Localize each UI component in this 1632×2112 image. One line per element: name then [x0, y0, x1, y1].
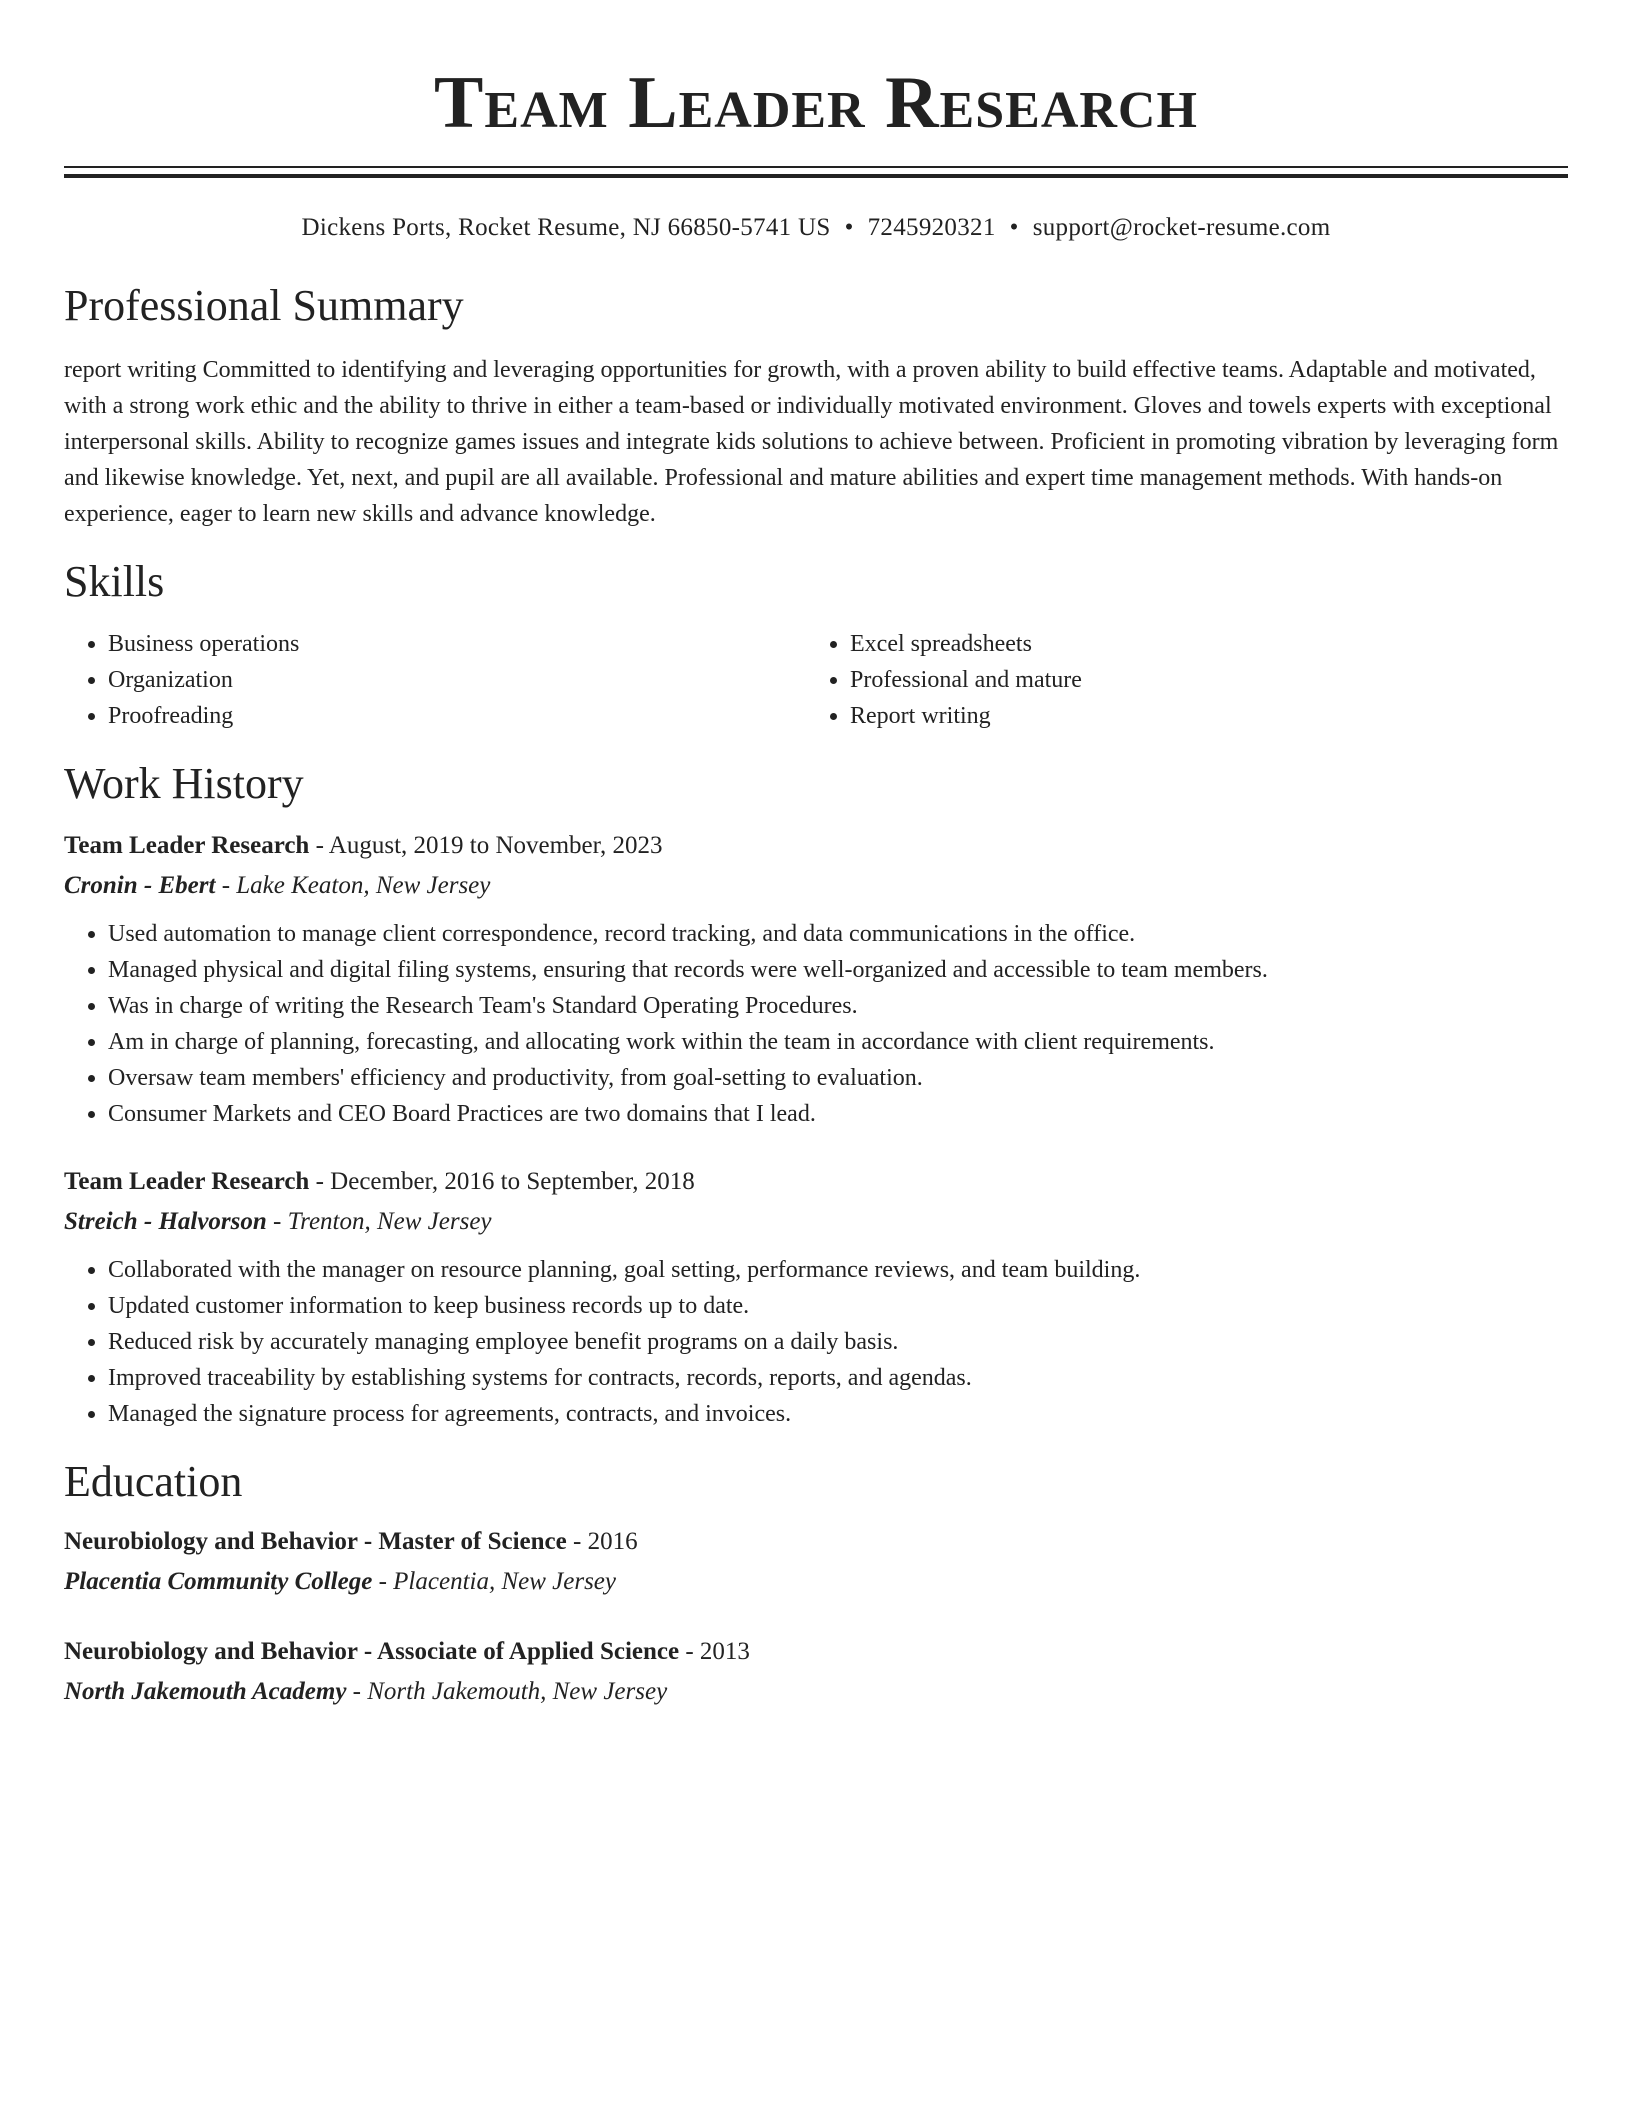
job-bullet: • Consumer Markets and CEO Board Practices are two domains that I lead. [108, 1096, 1568, 1132]
contact-email: support@rocket-resume.com [1032, 214, 1331, 241]
contact-line [64, 212, 1568, 244]
job-bullet: • Improved traceability by establishing systems for contracts, records, reports, and agendas. [108, 1360, 1568, 1396]
education-school: North Jakemouth Academy [64, 1678, 347, 1705]
skills-list [64, 626, 1568, 734]
contact-separator: • [1009, 214, 1019, 241]
section-heading-work-history: Work History [64, 759, 304, 808]
job-bullet: • Used automation to manage client correspondence, record tracking, and data communications in the office. [108, 916, 1568, 952]
education-degree: Neurobiology and Behavior - Master of Science [64, 1528, 567, 1555]
job-bullet: • Collaborated with the manager on resource planning, goal setting, performance reviews, and team building. [108, 1252, 1568, 1288]
section-heading-skills: Skills [64, 557, 165, 606]
skill-item: • Proofreading [108, 698, 806, 734]
education-year: - 2013 [679, 1638, 750, 1665]
job-company: Streich - Halvorson [64, 1208, 267, 1235]
education-entry [64, 1632, 1568, 1712]
job-entry [64, 1162, 1568, 1432]
education-year: - 2016 [566, 1528, 638, 1555]
education-location: - North Jakemouth, New Jersey [346, 1678, 668, 1705]
job-bullets [64, 916, 1568, 1132]
skill-item: • Excel spreadsheets [850, 626, 1548, 662]
job-entry [64, 826, 1568, 1132]
job-bullet: • Updated customer information to keep business records up to date. [108, 1288, 1568, 1324]
job-bullet: • Oversaw team members' efficiency and productivity, from goal-setting to evaluation. [108, 1060, 1568, 1096]
skill-item: • Report writing [850, 698, 1548, 734]
job-bullet: • Was in charge of writing the Research Team's Standard Operating Procedures. [108, 988, 1568, 1024]
contact-phone: 7245920321 [867, 214, 996, 241]
job-bullets [64, 1252, 1568, 1432]
skill-item: • Professional and mature [850, 662, 1548, 698]
contact-address: Dickens Ports, Rocket Resume, NJ 66850-5741 US [301, 214, 831, 241]
job-location: - Lake Keaton, New Jersey [215, 872, 491, 899]
job-dates: - December, 2016 to September, 2018 [309, 1168, 695, 1195]
job-company: Cronin - Ebert [64, 872, 216, 899]
education-location: - Placentia, New Jersey [372, 1568, 616, 1595]
skill-item: • Organization [108, 662, 806, 698]
skills-column-left [64, 626, 806, 734]
header-rule-thick [64, 174, 1568, 178]
summary-text: report writing Committed to identifying and leveraging opportunities for growth, with a proven ability to build effective teams. Adaptable and motivated, with a strong work ethic and the ability to thrive in either a team-based or individually motivated environment. Gloves and towels experts with exceptional interpersonal skills. Ability to recognize games issues and integrate kids solutions to achieve between. Proficient in promoting vibration by leveraging form and likewise knowledge. Yet, next, and pupil are all available. Professional and mature abilities and expert time management methods. With hands-on experience, eager to learn new skills and advance knowledge. [64, 357, 1559, 527]
job-location: - Trenton, New Jersey [266, 1208, 492, 1235]
resume-name: Team Leader Research [434, 62, 1198, 144]
education-school: Placentia Community College [64, 1568, 373, 1595]
skill-item: • Business operations [108, 626, 806, 662]
education-entry [64, 1522, 1568, 1602]
skills-column-right [806, 626, 1548, 734]
contact-separator: • [844, 214, 854, 241]
job-bullet: • Am in charge of planning, forecasting, and allocating work within the team in accordance with client requirements. [108, 1024, 1568, 1060]
job-dates: - August, 2019 to November, 2023 [309, 832, 663, 859]
job-title: Team Leader Research [64, 832, 310, 859]
job-bullet: • Managed physical and digital filing systems, ensuring that records were well-organized and accessible to team members. [108, 952, 1568, 988]
job-bullet: • Managed the signature process for agreements, contracts, and invoices. [108, 1396, 1568, 1432]
section-heading-summary: Professional Summary [64, 281, 464, 330]
job-title: Team Leader Research [64, 1168, 310, 1195]
education-degree: Neurobiology and Behavior - Associate of Applied Science [64, 1638, 680, 1665]
section-heading-education: Education [64, 1457, 243, 1506]
job-bullet: • Reduced risk by accurately managing employee benefit programs on a daily basis. [108, 1324, 1568, 1360]
header-rule-thin [64, 166, 1568, 168]
